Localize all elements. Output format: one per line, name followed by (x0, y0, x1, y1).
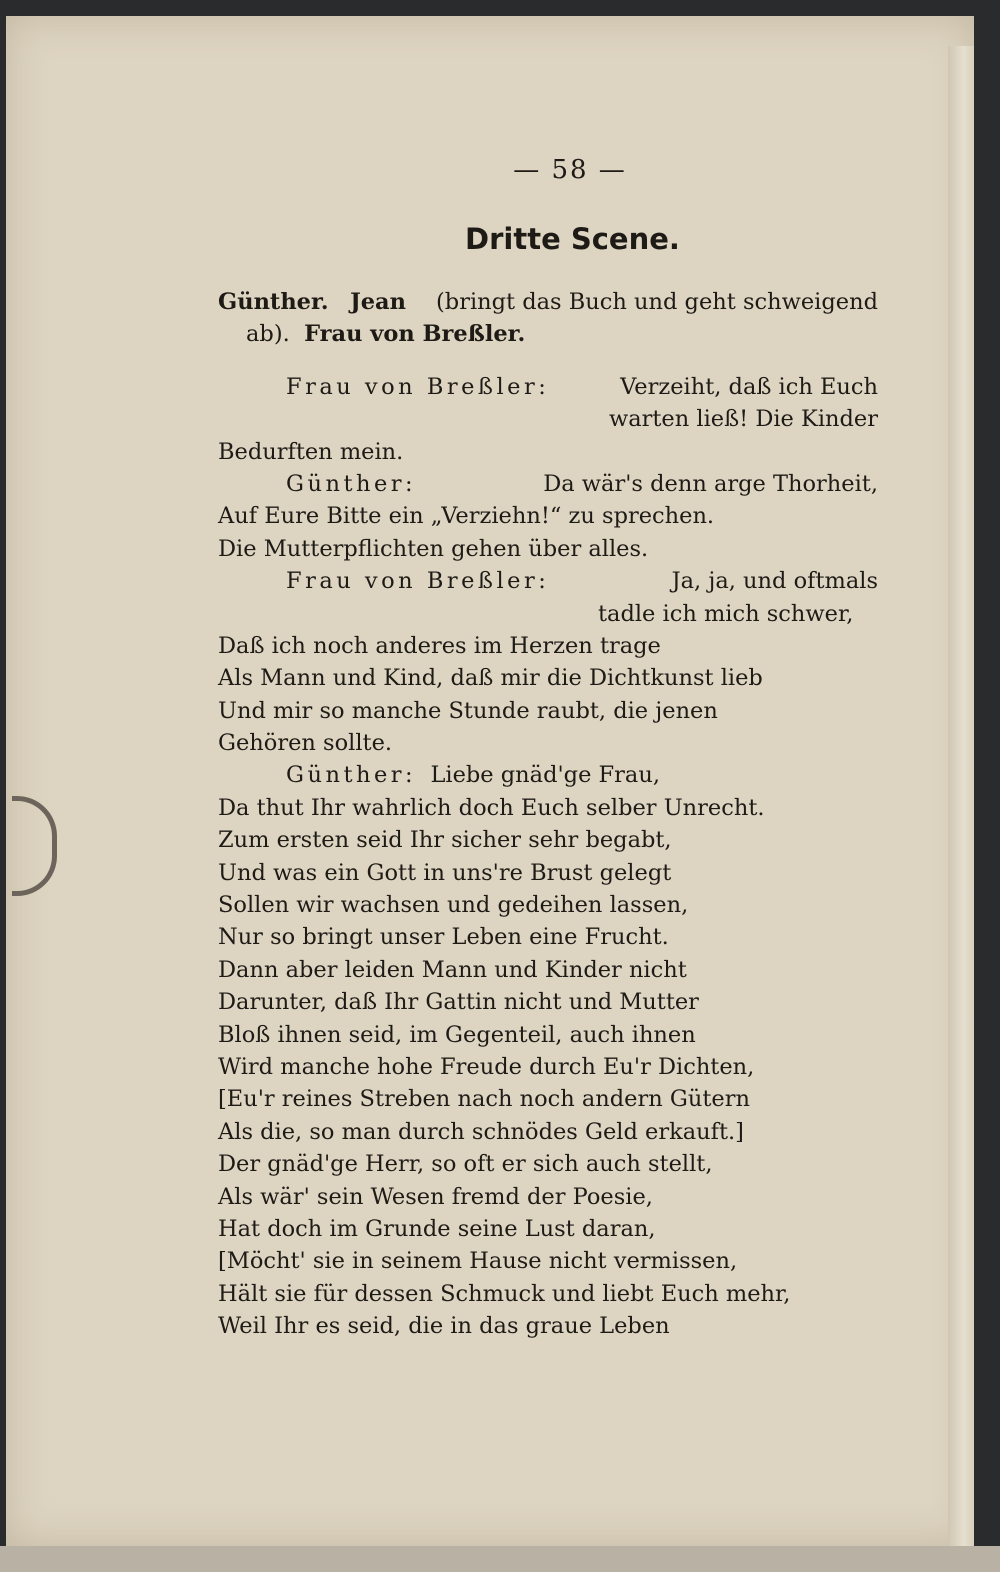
play-text (218, 286, 878, 1343)
verse-text: Ja, ja, und oftmals (671, 568, 878, 595)
verse-line: Als Mann und Kind, daß mir die Dichtkunst lieb (218, 665, 763, 692)
page-number: — 58 — (513, 155, 627, 185)
verse-line: Die Mutterpflichten gehen über alles. (218, 535, 649, 562)
verse-line: Bedurften mein. (218, 438, 404, 465)
verse-text: Liebe gnäd'ge Frau, (430, 762, 660, 789)
verse-line: Hat doch im Grunde seine Lust daran, (218, 1215, 656, 1242)
verse-line: Weil Ihr es seid, die in das graue Leben (218, 1313, 670, 1340)
scene-title: Dritte Scene. (465, 222, 680, 256)
verse-line: Dann aber leiden Mann und Kinder nicht (218, 956, 687, 983)
verse-line: Darunter, daß Ihr Gattin nicht und Mutter (218, 989, 699, 1016)
verse-line: Auf Eure Bitte ein „Verziehn!“ zu sprechen. (218, 503, 715, 530)
verse-line: Als die, so man durch schnödes Geld erkauft.] (218, 1118, 744, 1145)
verse-line: tadle ich mich schwer, (598, 600, 854, 627)
verse-text: Verzeiht, daß ich Euch (620, 373, 878, 400)
verse-line: Zum ersten seid Ihr sicher sehr begabt, (218, 827, 672, 854)
verse-line: Da thut Ihr wahrlich doch Euch selber Unrecht. (218, 794, 765, 821)
verse-line: Hält sie für dessen Schmuck und liebt Euch mehr, (218, 1280, 791, 1307)
verse-line: Als wär' sein Wesen fremd der Poesie, (218, 1183, 653, 1210)
verse-line (218, 371, 878, 403)
verse-line (218, 565, 878, 597)
verse-line (218, 468, 878, 500)
stage-direction-line (218, 318, 878, 350)
character-entrance: Frau von Breßler. (304, 321, 526, 348)
verse-line: Nur so bringt unser Leben eine Frucht. (218, 924, 669, 951)
stage-direction-line (218, 286, 878, 318)
stage-direction: ab). (246, 321, 290, 348)
verse-line: [Möcht' sie in seinem Hause nicht vermissen, (218, 1248, 738, 1275)
verse-line: Bloß ihnen seid, im Gegenteil, auch ihnen (218, 1021, 696, 1048)
verse-line: Sollen wir wachsen und gedeihen lassen, (218, 892, 689, 919)
page-edge (948, 46, 974, 1546)
verse-line: Der gnäd'ge Herr, so oft er sich auch stellt, (218, 1151, 713, 1178)
speaker-name: Günther: (286, 762, 417, 789)
verse-line: Und was ein Gott in uns're Brust gelegt (218, 859, 672, 886)
binding-clip (12, 796, 57, 896)
verse-line (218, 759, 878, 791)
scan-bottom-strip (0, 1546, 1000, 1572)
verse-line: [Eu'r reines Streben nach noch andern Gütern (218, 1086, 750, 1113)
verse-line: Gehören sollte. (218, 730, 393, 757)
verse-line: warten ließ! Die Kinder (608, 406, 878, 433)
verse-line: Wird manche hohe Freude durch Eu'r Dichten, (218, 1053, 755, 1080)
speaker-name: Frau von Breßler: (286, 373, 550, 400)
verse-text: Da wär's denn arge Thorheit, (543, 470, 878, 497)
verse-line: Daß ich noch anderes im Herzen trage (218, 632, 661, 659)
character-name: Jean (350, 289, 406, 315)
verse-line: Und mir so manche Stunde raubt, die jenen (218, 697, 718, 724)
speaker-name: Frau von Breßler: (286, 568, 550, 595)
speaker-name: Günther: (286, 470, 417, 497)
stage-direction: (bringt das Buch und geht schweigend (436, 289, 878, 315)
speaker-name: Günther. (218, 289, 329, 315)
